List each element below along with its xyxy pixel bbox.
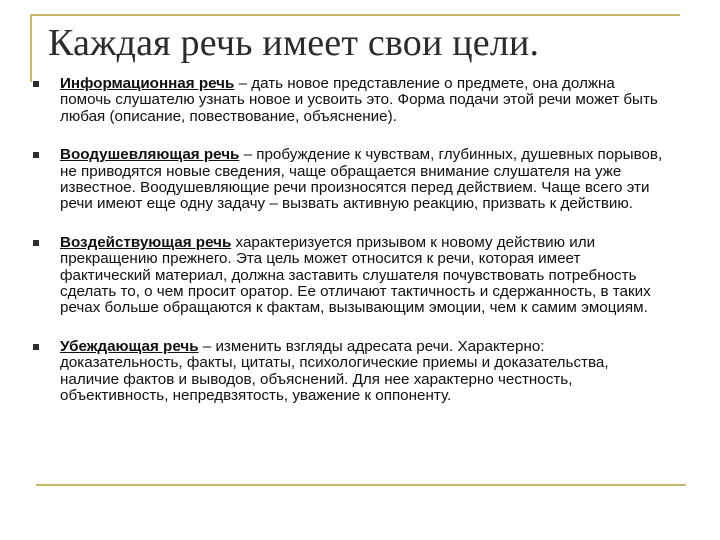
item-text: характеризуется призывом к новому действию или прекращению прежнего. Эта цель может относится к речи, которая имеет фактический материал, должна заставить слушателя почувствовать потребность сделать то, о чем просит оратор. Ее отличают тактичность и сдержанность, в таких речах больше обращаются к фактам, вызывающим эмоции, чем к самим эмоциям. (60, 233, 651, 317)
item-term: Информационная речь (60, 75, 235, 92)
item-text: – изменить взгляды адресата речи. Характерно: доказательность, факты, цитаты, психологические приемы и доказательства, наличие фактов и выводов, объяснений. Для нее характерно честность, объективность, непредвзятость, уважение к оппоненту. (60, 337, 609, 405)
item-term: Убеждающая речь (60, 337, 199, 355)
item-text: – дать новое представление о предмете, она должна помочь слушателю узнать новое и усвоить это. Форма подачи этой речи может быть любая (описание, повествование, объяснение). (60, 75, 658, 125)
left-rule (30, 14, 32, 82)
slide-title: Каждая речь имеет свои цели. (48, 22, 540, 64)
list-item (30, 339, 670, 405)
square-bullet-icon (33, 81, 39, 87)
square-bullet-icon (33, 240, 39, 246)
list-item (30, 76, 670, 125)
list-item (30, 147, 670, 213)
square-bullet-icon (33, 152, 39, 158)
top-rule (30, 14, 680, 16)
list-item (30, 235, 670, 317)
bottom-rule (36, 484, 686, 486)
item-text: – пробуждение к чувствам, глубинных, душевных порывов, не приводятся новые сведения, чаще обращается внимание слушателя на уже известное. Воодушевляющие речи произносятся перед действием. Чаще всего эти речи имеют еще одну задачу – вызвать активную реакцию, призвать к действию. (60, 146, 663, 213)
bullet-list (30, 76, 670, 405)
item-term: Воодушевляющая речь (60, 146, 240, 164)
square-bullet-icon (33, 344, 39, 350)
item-term: Воздействующая речь (60, 233, 232, 251)
